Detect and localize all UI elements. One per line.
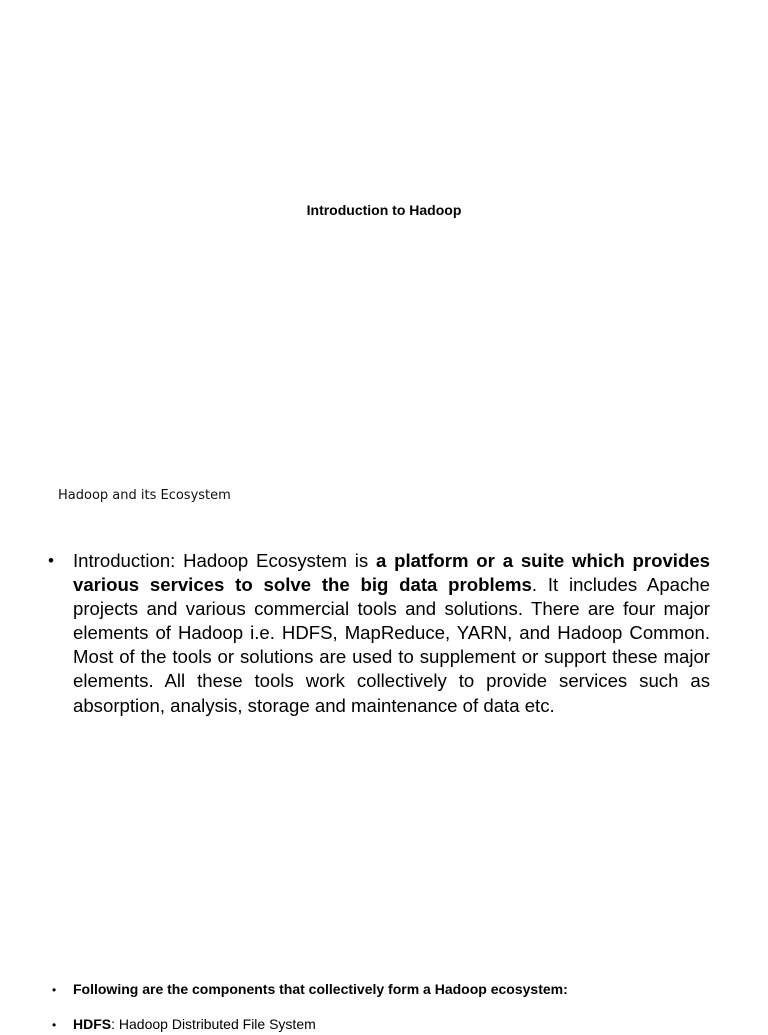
intro-rest-text: . It includes Apache projects and various commercial tools and solutions. There are four major elements of Hadoop i.e. HDFS, MapReduce, YARN, and Hadoop Common. Most of the tools or solutions are used to supplement or support these major elements. All these tools work collectively to provide services such as absorption, analysis, storage and maintenance of data etc. [73,574,710,716]
hdfs-term: HDFS [73,1016,112,1032]
bullet-icon: • [52,983,57,997]
intro-lead-text: Introduction: Hadoop Ecosystem is [73,550,376,571]
document-title: Introduction to Hadoop [306,202,462,218]
intro-bullet-item [48,549,710,718]
bullet-icon: • [52,1018,57,1032]
hdfs-list-item [52,1014,732,1035]
hdfs-description: : Hadoop Distributed File System [111,1016,316,1032]
section-subtitle: Hadoop and its Ecosystem [58,488,231,503]
components-intro-text: Following are the components that collectively form a Hadoop ecosystem: [73,981,568,997]
intro-bold-text: a platform or a suite which provides various services to solve the big data problems [73,550,710,596]
intro-paragraph [73,549,710,718]
components-intro-item [52,979,732,1000]
bullet-icon: • [48,551,54,570]
